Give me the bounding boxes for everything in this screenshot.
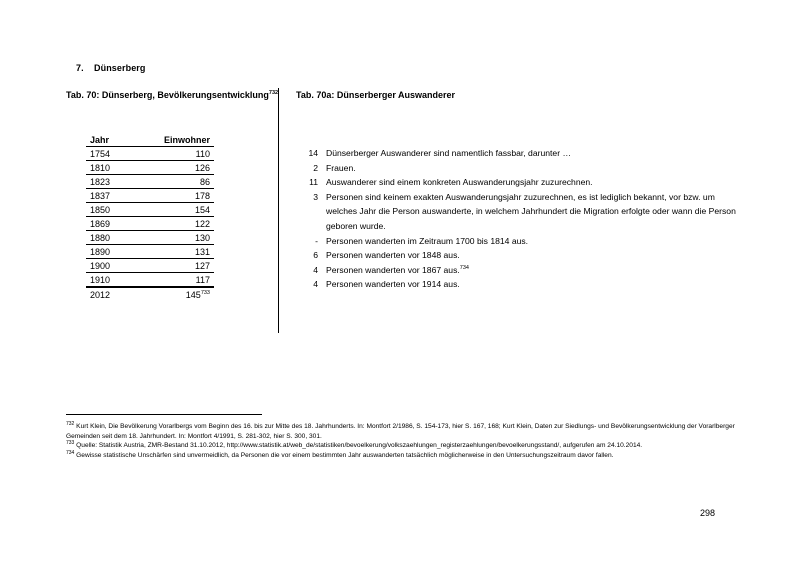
emigrant-text-value: Personen wanderten vor 1914 aus. bbox=[326, 279, 460, 290]
table-header-row bbox=[86, 133, 214, 147]
emigrant-text bbox=[326, 277, 742, 292]
list-item bbox=[296, 175, 742, 190]
emigrant-text-value: Auswanderer sind einem konkreten Auswanderungsjahr zuzurechnen. bbox=[326, 177, 593, 188]
cell-population: 127 bbox=[144, 259, 214, 273]
cell-population: 130 bbox=[144, 231, 214, 245]
cell-population bbox=[144, 287, 214, 301]
cell-year: 2012 bbox=[86, 287, 144, 301]
emigrant-text-value: Frauen. bbox=[326, 162, 356, 173]
cell-year: 1823 bbox=[86, 175, 144, 189]
cell-year: 1850 bbox=[86, 203, 144, 217]
emigrant-text bbox=[326, 248, 742, 263]
table-row bbox=[86, 259, 214, 273]
footnote-separator bbox=[66, 414, 262, 415]
cell-year: 1900 bbox=[86, 259, 144, 273]
list-item bbox=[296, 190, 742, 234]
cell-population: 126 bbox=[144, 161, 214, 175]
emigrant-count: 2 bbox=[313, 162, 318, 173]
footnote-text: Kurt Klein, Die Bevölkerung Vorarlbergs vom Beginn des 16. bis zur Mitte des 18. Jahrhunderts. In: Montfort 2/1986, S. 154-173, hier S. 167, 168; Kurt Klein, Daten zur Siedlungs- und Bevölkerungsentwicklung der Vorarlberger Gemeinden seit dem 18. Jahrhundert. In: Montfort 4/1991, S. 281-302, hier S. 300, 301. bbox=[66, 423, 735, 440]
population-table bbox=[86, 133, 214, 301]
footnote-ref-733: 733 bbox=[200, 289, 210, 296]
section-title: Dünserberg bbox=[94, 63, 146, 73]
footnote-block bbox=[66, 422, 742, 460]
cell-year: 1837 bbox=[86, 189, 144, 203]
list-item bbox=[296, 234, 742, 249]
table-row bbox=[86, 231, 214, 245]
table-row bbox=[86, 217, 214, 231]
emigrant-text bbox=[326, 263, 742, 278]
table-caption-left bbox=[66, 90, 278, 100]
section-number: 7. bbox=[76, 63, 84, 73]
emigrant-text-value: Personen sind keinem exakten Auswanderungsjahr zuzurechnen, es ist lediglich bekannt, vor bzw. um welches Jahr die Person auswanderte, in welchem Jahrhundert die Migration erfolgte oder wann die Person geboren wurde. bbox=[326, 191, 736, 231]
emigrant-count: 3 bbox=[313, 191, 318, 202]
population-table-body bbox=[86, 147, 214, 302]
table-caption-right: Tab. 70a: Dünserberger Auswanderer bbox=[296, 90, 456, 100]
emigrant-text bbox=[326, 190, 742, 234]
table-row bbox=[86, 175, 214, 189]
list-item bbox=[296, 263, 742, 278]
cell-population: 86 bbox=[144, 175, 214, 189]
cell-year: 1910 bbox=[86, 273, 144, 288]
column-divider bbox=[278, 88, 279, 333]
cell-population-value: 145 bbox=[185, 289, 201, 300]
cell-population: 131 bbox=[144, 245, 214, 259]
table-row bbox=[86, 147, 214, 161]
footnote-ref-734: 734 bbox=[459, 264, 469, 271]
column-header-year: Jahr bbox=[86, 133, 144, 147]
cell-year: 1810 bbox=[86, 161, 144, 175]
emigrant-count: 14 bbox=[308, 148, 318, 158]
page-number: 298 bbox=[700, 508, 716, 518]
emigrant-count: 4 bbox=[313, 264, 318, 275]
list-item bbox=[296, 277, 742, 292]
footnote-marker: 734 bbox=[66, 449, 75, 456]
footnote-marker: 732 bbox=[66, 420, 75, 427]
emigrant-count: 4 bbox=[313, 279, 318, 290]
emigrant-text-value: Dünserberger Auswanderer sind namentlich fassbar, darunter … bbox=[326, 148, 572, 158]
table-row bbox=[86, 161, 214, 175]
footnote bbox=[66, 422, 742, 441]
table-caption-left-text: Tab. 70: Dünserberg, Bevölkerungsentwicklung bbox=[66, 90, 269, 100]
emigrant-text bbox=[326, 161, 742, 176]
emigrant-count: - bbox=[315, 235, 318, 246]
emigrant-text bbox=[326, 146, 742, 161]
emigrant-list bbox=[296, 146, 742, 292]
cell-population: 117 bbox=[144, 273, 214, 288]
cell-population: 122 bbox=[144, 217, 214, 231]
table-row bbox=[86, 189, 214, 203]
list-item bbox=[296, 146, 742, 161]
cell-year: 1890 bbox=[86, 245, 144, 259]
emigrant-text-value: Personen wanderten im Zeitraum 1700 bis 1814 aus. bbox=[326, 235, 529, 246]
cell-population: 154 bbox=[144, 203, 214, 217]
emigrant-text-value: Personen wanderten vor 1867 aus. bbox=[326, 264, 460, 275]
cell-population: 178 bbox=[144, 189, 214, 203]
emigrant-count: 6 bbox=[313, 250, 318, 261]
table-row-total bbox=[86, 287, 214, 301]
section-heading bbox=[76, 63, 146, 73]
footnote-ref-732: 732 bbox=[268, 90, 279, 96]
list-item bbox=[296, 161, 742, 176]
footnote bbox=[66, 451, 742, 461]
table-row bbox=[86, 245, 214, 259]
population-table-head bbox=[86, 133, 214, 147]
footnote-text: Quelle: Statistik Austria, ZMR-Bestand 31.10.2012, http://www.statistik.at/web_de/statistiken/bevoelkerung/volkszaehlungen_registerzaehlungen/bevoelkerungsstand/, aufgerufen am 24.10.2014. bbox=[74, 442, 643, 450]
table-row bbox=[86, 203, 214, 217]
table-row bbox=[86, 273, 214, 288]
cell-population: 110 bbox=[144, 147, 214, 161]
cell-year: 1869 bbox=[86, 217, 144, 231]
emigrant-text-value: Personen wanderten vor 1848 aus. bbox=[326, 250, 460, 261]
footnote bbox=[66, 441, 742, 451]
emigrant-count: 11 bbox=[309, 177, 318, 188]
emigrant-text bbox=[326, 175, 742, 190]
column-header-population: Einwohner bbox=[144, 133, 214, 147]
cell-year: 1754 bbox=[86, 147, 144, 161]
cell-year: 1880 bbox=[86, 231, 144, 245]
footnote-text: Gewisse statistische Unschärfen sind unvermeidlich, da Personen die vor einem bestimmten Jahr auswanderten tatsächlich möglicherweise in den Untersuchungszeitraum davor fallen. bbox=[74, 451, 614, 459]
emigrant-text bbox=[326, 234, 742, 249]
footnote-marker: 733 bbox=[66, 440, 75, 446]
list-item bbox=[296, 248, 742, 263]
